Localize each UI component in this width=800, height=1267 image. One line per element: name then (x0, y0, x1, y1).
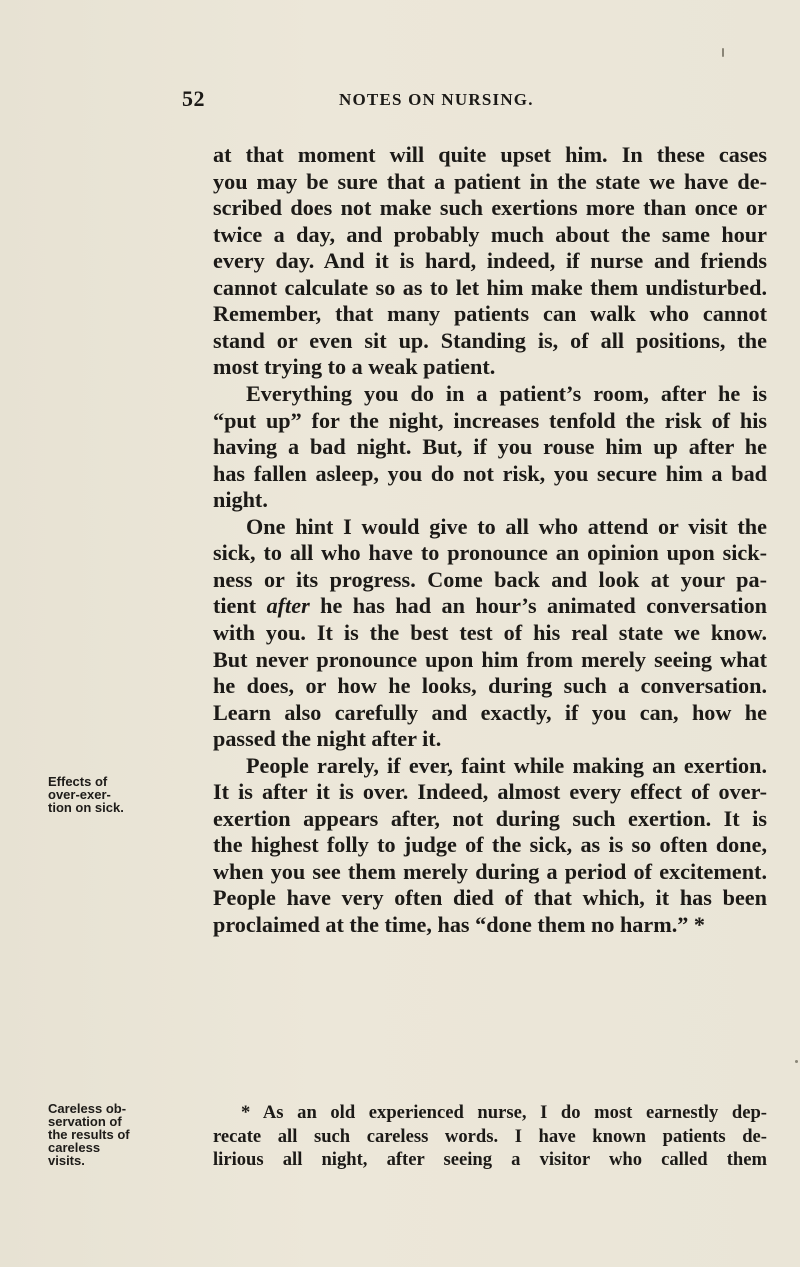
text-line (0, 168, 800, 198)
text-line-content: most trying to a weak patient. (213, 354, 496, 380)
text-line (0, 513, 800, 543)
text-line (0, 407, 800, 437)
text-line-content: the highest folly to judge of the sick, as is so often done, (213, 832, 767, 858)
text-line-content: with you. It is the best test of his real state we know. (213, 619, 767, 645)
running-title: NOTES ON NURSING. (339, 90, 534, 109)
text-line (0, 141, 800, 171)
sidenote-line: Careless ob- (48, 1101, 127, 1116)
text-line (0, 911, 800, 941)
text-line-content: cannot calculate so as to let him make them undisturbed. (213, 274, 767, 300)
paper-speck (722, 48, 724, 57)
text-line-content: exertion appears after, not during such exertion. It is (213, 805, 767, 831)
sidenote-line: servation of (48, 1114, 122, 1129)
sidenote-careless-observation (48, 1102, 130, 1167)
text-line-content: proclaimed at the time, has “done them no harm.” * (213, 912, 706, 937)
footnote-line-content: recate all such careless words. I have known patients de- (213, 1125, 767, 1147)
text-line (0, 699, 800, 729)
text-line-content: having a bad night. But, if you rouse him up after he (213, 434, 767, 460)
sidenote-line: visits. (48, 1153, 85, 1168)
text-line (0, 327, 800, 357)
text-line-content: has fallen asleep, you do not risk, you secure him a bad (213, 460, 767, 486)
text-line (0, 433, 800, 463)
sidenote-effects-of-over-exertion (48, 775, 124, 814)
text-line-content: scribed does not make such exertions more than once or (213, 195, 767, 221)
text-line (0, 619, 800, 649)
text-line (0, 646, 800, 676)
text-line-content: One hint I would give to all who attend or visit the (246, 513, 767, 539)
text-line (0, 460, 800, 490)
text-line-content: “put up” for the night, increases tenfold the risk of his (213, 407, 767, 433)
text-line-content: But never pronounce upon him from merely seeing what (213, 646, 767, 672)
text-line (0, 380, 800, 410)
text-line (0, 300, 800, 330)
text-line (0, 274, 800, 304)
page-number: 52 (182, 86, 205, 111)
text-line-content: every day. And it is hard, indeed, if nurse and friends (213, 248, 767, 274)
sidenote-line: the results of (48, 1127, 130, 1142)
sidenote-line: tion on sick. (48, 800, 124, 815)
text-line-content: Learn also carefully and exactly, if you can, how he (213, 699, 767, 725)
text-line-content: when you see them merely during a period of excitement. (213, 858, 767, 884)
text-line-content: night. (213, 487, 268, 513)
text-line-content: you may be sure that a patient in the state we have de- (213, 168, 767, 194)
text-line-content: Everything you do in a patient’s room, after he is (246, 381, 767, 406)
text-line-content: twice a day, and probably much about the same hour (213, 221, 767, 247)
text-line-content: sick, to all who have to pronounce an opinion upon sick- (213, 540, 767, 566)
text-line-content: Remember, that many patients can walk who cannot (213, 301, 767, 327)
footnote-line-content: * As an old experienced nurse, I do most earnestly dep- (241, 1102, 767, 1123)
text-line-content: tient after he has had an hour’s animated conversation (213, 593, 767, 619)
text-line-content: It is after it is over. Indeed, almost every effect of over- (213, 779, 767, 805)
text-line-content: stand or even sit up. Standing is, of all positions, the (213, 327, 767, 353)
text-line-content: People rarely, if ever, faint while making an exertion. (246, 752, 767, 778)
text-line (0, 566, 800, 596)
text-line (0, 831, 800, 861)
text-line (0, 672, 800, 702)
text-line (0, 486, 800, 516)
sidenote-line: over-exer- (48, 787, 111, 802)
text-line-content: People have very often died of that which, it has been (213, 885, 767, 911)
text-line-content: passed the night after it. (213, 726, 442, 752)
text-line-content: he does, or how he looks, during such a conversation. (213, 673, 767, 698)
footnote-line-content: lirious all night, after seeing a visitor who called them (213, 1149, 767, 1170)
text-line (0, 194, 800, 224)
sidenote-line: Effects of (48, 774, 108, 789)
text-line (0, 858, 800, 888)
text-line (0, 725, 800, 755)
paper-speck (795, 1060, 798, 1063)
text-line (0, 539, 800, 569)
text-line (0, 884, 800, 914)
text-line (0, 221, 800, 251)
text-line (0, 247, 800, 277)
sidenote-line: careless (48, 1140, 101, 1155)
text-line (0, 592, 800, 622)
text-line-content: ness or its progress. Come back and look at your pa- (213, 566, 767, 592)
text-line-content: at that moment will quite upset him. In these cases (213, 142, 767, 167)
text-line (0, 353, 800, 383)
